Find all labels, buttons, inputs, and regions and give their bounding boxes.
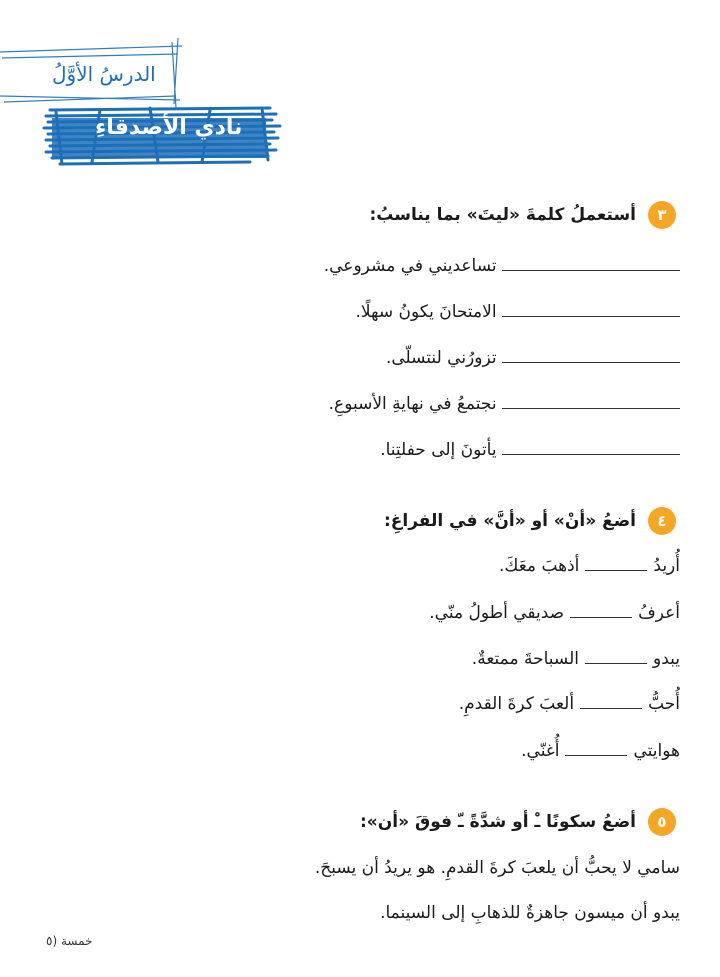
fill-line: نجتمعُ في نهايةِ الأسبوعِ. — [329, 394, 680, 414]
exercise-sentence: سامي لا يحبُّ أن يلعبَ كرةَ القدمِ. هو يريدُ أن يسبحَ. — [314, 858, 680, 878]
fill-line: الامتحانَ يكونُ سهلًا. — [355, 302, 680, 322]
answer-blank[interactable] — [585, 649, 647, 664]
fill-line: تساعديني في مشروعي. — [324, 256, 680, 276]
answer-blank[interactable] — [570, 603, 632, 618]
lesson-title: نادي الأصدقاءِ — [95, 115, 243, 140]
fill-line: يأتونَ إلى حفلتِنا. — [380, 440, 680, 460]
answer-blank[interactable] — [502, 394, 680, 409]
exercise-instruction: أضعُ «أنْ» أو «أنَّ» في الفراغِ: — [383, 511, 636, 531]
answer-blank[interactable] — [502, 440, 680, 455]
lesson-header-art — [0, 38, 300, 178]
exercise-number-badge: ٣ — [648, 201, 676, 229]
exercise-5 — [36, 806, 676, 838]
lesson-label: الدرسُ الأوَّلُ — [52, 62, 156, 86]
fill-line: أعرفُصديقي أطولُ منّي. — [429, 603, 680, 623]
answer-blank[interactable] — [502, 302, 680, 317]
answer-blank[interactable] — [580, 694, 642, 709]
answer-blank[interactable] — [565, 741, 627, 756]
fill-line: هوايتيأُغنّي. — [521, 741, 680, 761]
exercise-4 — [36, 505, 676, 537]
exercise-3 — [36, 199, 676, 231]
fill-line: تزورُني لنتسلّى. — [386, 348, 680, 368]
fill-line: أُحبُّألعبَ كرةَ القدمِ. — [458, 694, 680, 714]
answer-blank[interactable] — [585, 556, 647, 571]
fill-line: يبدوالسباحةَ ممتعةٌ. — [471, 649, 680, 669]
exercise-sentence: يبدو أن ميسون جاهزةٌ للذهابِ إلى السينما. — [380, 903, 680, 923]
exercise-instruction: أستعملُ كلمةَ «ليتَ» بما يناسبُ: — [369, 205, 636, 225]
page-number: خمسة (٥ — [46, 934, 93, 948]
fill-line: أُريدُأذهبَ معَكَ. — [499, 556, 680, 576]
exercise-number-badge: ٥ — [648, 808, 676, 836]
exercise-instruction: أضعُ سكونًا ـْ أو شدَّةً ـّ فوقَ «أن»: — [359, 812, 636, 832]
answer-blank[interactable] — [502, 348, 680, 363]
answer-blank[interactable] — [502, 256, 680, 271]
exercise-number-badge: ٤ — [648, 507, 676, 535]
